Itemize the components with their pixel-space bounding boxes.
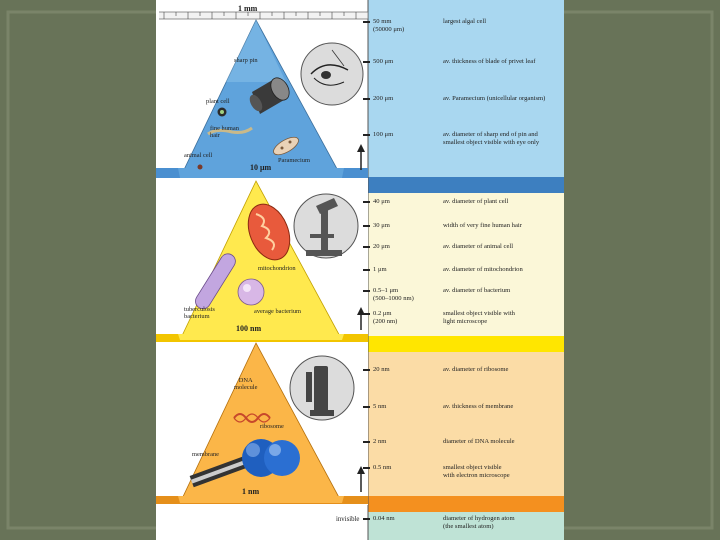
table-row-size: 40 μm — [373, 198, 390, 205]
size-scale-slide — [156, 0, 564, 540]
ribosome-drawing — [242, 439, 300, 477]
top-scale-label: 1 mm — [238, 4, 258, 13]
table-row-tick — [363, 269, 370, 271]
table-row-size: 20 μm — [373, 243, 390, 250]
hair-label: fine human hair — [210, 125, 239, 140]
plant-cell-label: plant cell — [206, 98, 230, 105]
table-row-tick — [363, 369, 370, 371]
ribosome-label: ribosome — [260, 423, 284, 430]
table-row-description: width of very fine human hair — [443, 222, 522, 229]
membrane-label: membrane — [192, 451, 219, 458]
table-row-size: 1 μm — [373, 266, 387, 273]
table-row-size: 500 μm — [373, 58, 394, 65]
table-row-tick — [363, 201, 370, 203]
table-row-description: largest algal cell — [443, 18, 487, 25]
table-row-size: 50 mm (50000 μm) — [373, 18, 405, 33]
table-row-description: smallest object visible with electron microscope — [443, 464, 510, 479]
table-row-tick — [363, 246, 370, 248]
orange-divider — [368, 496, 564, 512]
table-row-description: smallest object visible with light microscope — [443, 310, 515, 325]
blue-divider — [368, 177, 564, 193]
table-row-tick — [363, 518, 370, 520]
table-row-description: av. Paramecium (unicellular organism) — [443, 95, 546, 102]
table-row-tick — [363, 467, 370, 469]
average-bacterium-drawing — [238, 279, 264, 305]
table-row-size: 30 μm — [373, 222, 390, 229]
yellow-divider — [368, 336, 564, 352]
table-row-size: 0.04 nm — [373, 515, 395, 522]
table-row-description: av. thickness of membrane — [443, 403, 514, 410]
table-row-tick — [363, 406, 370, 408]
dna-label: DNA molecule — [234, 377, 258, 392]
table-row-size: 0.2 μm (200 nm) — [373, 310, 398, 325]
table-row-description: av. diameter of plant cell — [443, 198, 509, 205]
scale-100nm-label: 100 nm — [236, 324, 262, 333]
table-row-tick — [363, 21, 370, 23]
table-row-tick — [363, 61, 370, 63]
table-row-description: diameter of DNA molecule — [443, 438, 515, 445]
table-row-description: av. diameter of ribosome — [443, 366, 509, 373]
table-row-size: 5 nm — [373, 403, 387, 410]
table-row-size: 0.5 nm — [373, 464, 392, 471]
table-row-tick — [363, 225, 370, 227]
table-row-size: 0.5–1 μm (500–1000 nm) — [373, 287, 414, 302]
table-row-tick — [363, 313, 370, 315]
table-row-description: av. diameter of mitochondrion — [443, 266, 523, 273]
mitochondrion-label: mitochondrion — [258, 265, 296, 272]
table-row-tick — [363, 134, 370, 136]
table-row-description: av. diameter of animal cell — [443, 243, 514, 250]
table-row-tick — [363, 98, 370, 100]
sharp-pin-label: sharp pin — [234, 57, 258, 64]
table-row-description: av. diameter of bacterium — [443, 287, 511, 294]
invisible-label: invisible — [336, 516, 360, 523]
table-row-description: av. thickness of blade of privet leaf — [443, 58, 536, 65]
average-bacterium-label: average bacterium — [254, 308, 302, 315]
table-row-tick — [363, 441, 370, 443]
table-row-description: diameter of hydrogen atom (the smallest atom) — [443, 515, 515, 530]
table-row-size: 2 nm — [373, 438, 387, 445]
animal-cell-label: animal cell — [184, 152, 213, 159]
tb-bacterium-label: tuberculosis bacterium — [184, 306, 215, 321]
table-row-size: 200 μm — [373, 95, 394, 102]
eye-image — [301, 43, 363, 105]
table-row-tick — [363, 290, 370, 292]
table-row-size: 100 μm — [373, 131, 394, 138]
scale-10um-label: 10 μm — [250, 163, 272, 172]
table-row-size: 20 nm — [373, 366, 390, 373]
table-row-description: av. diameter of sharp end of pin and smallest object visible with eye only — [443, 131, 540, 146]
scale-1nm-label: 1 nm — [242, 487, 260, 496]
animal-cell-drawing — [198, 165, 203, 170]
paramecium-label: Paramecium — [278, 157, 310, 164]
